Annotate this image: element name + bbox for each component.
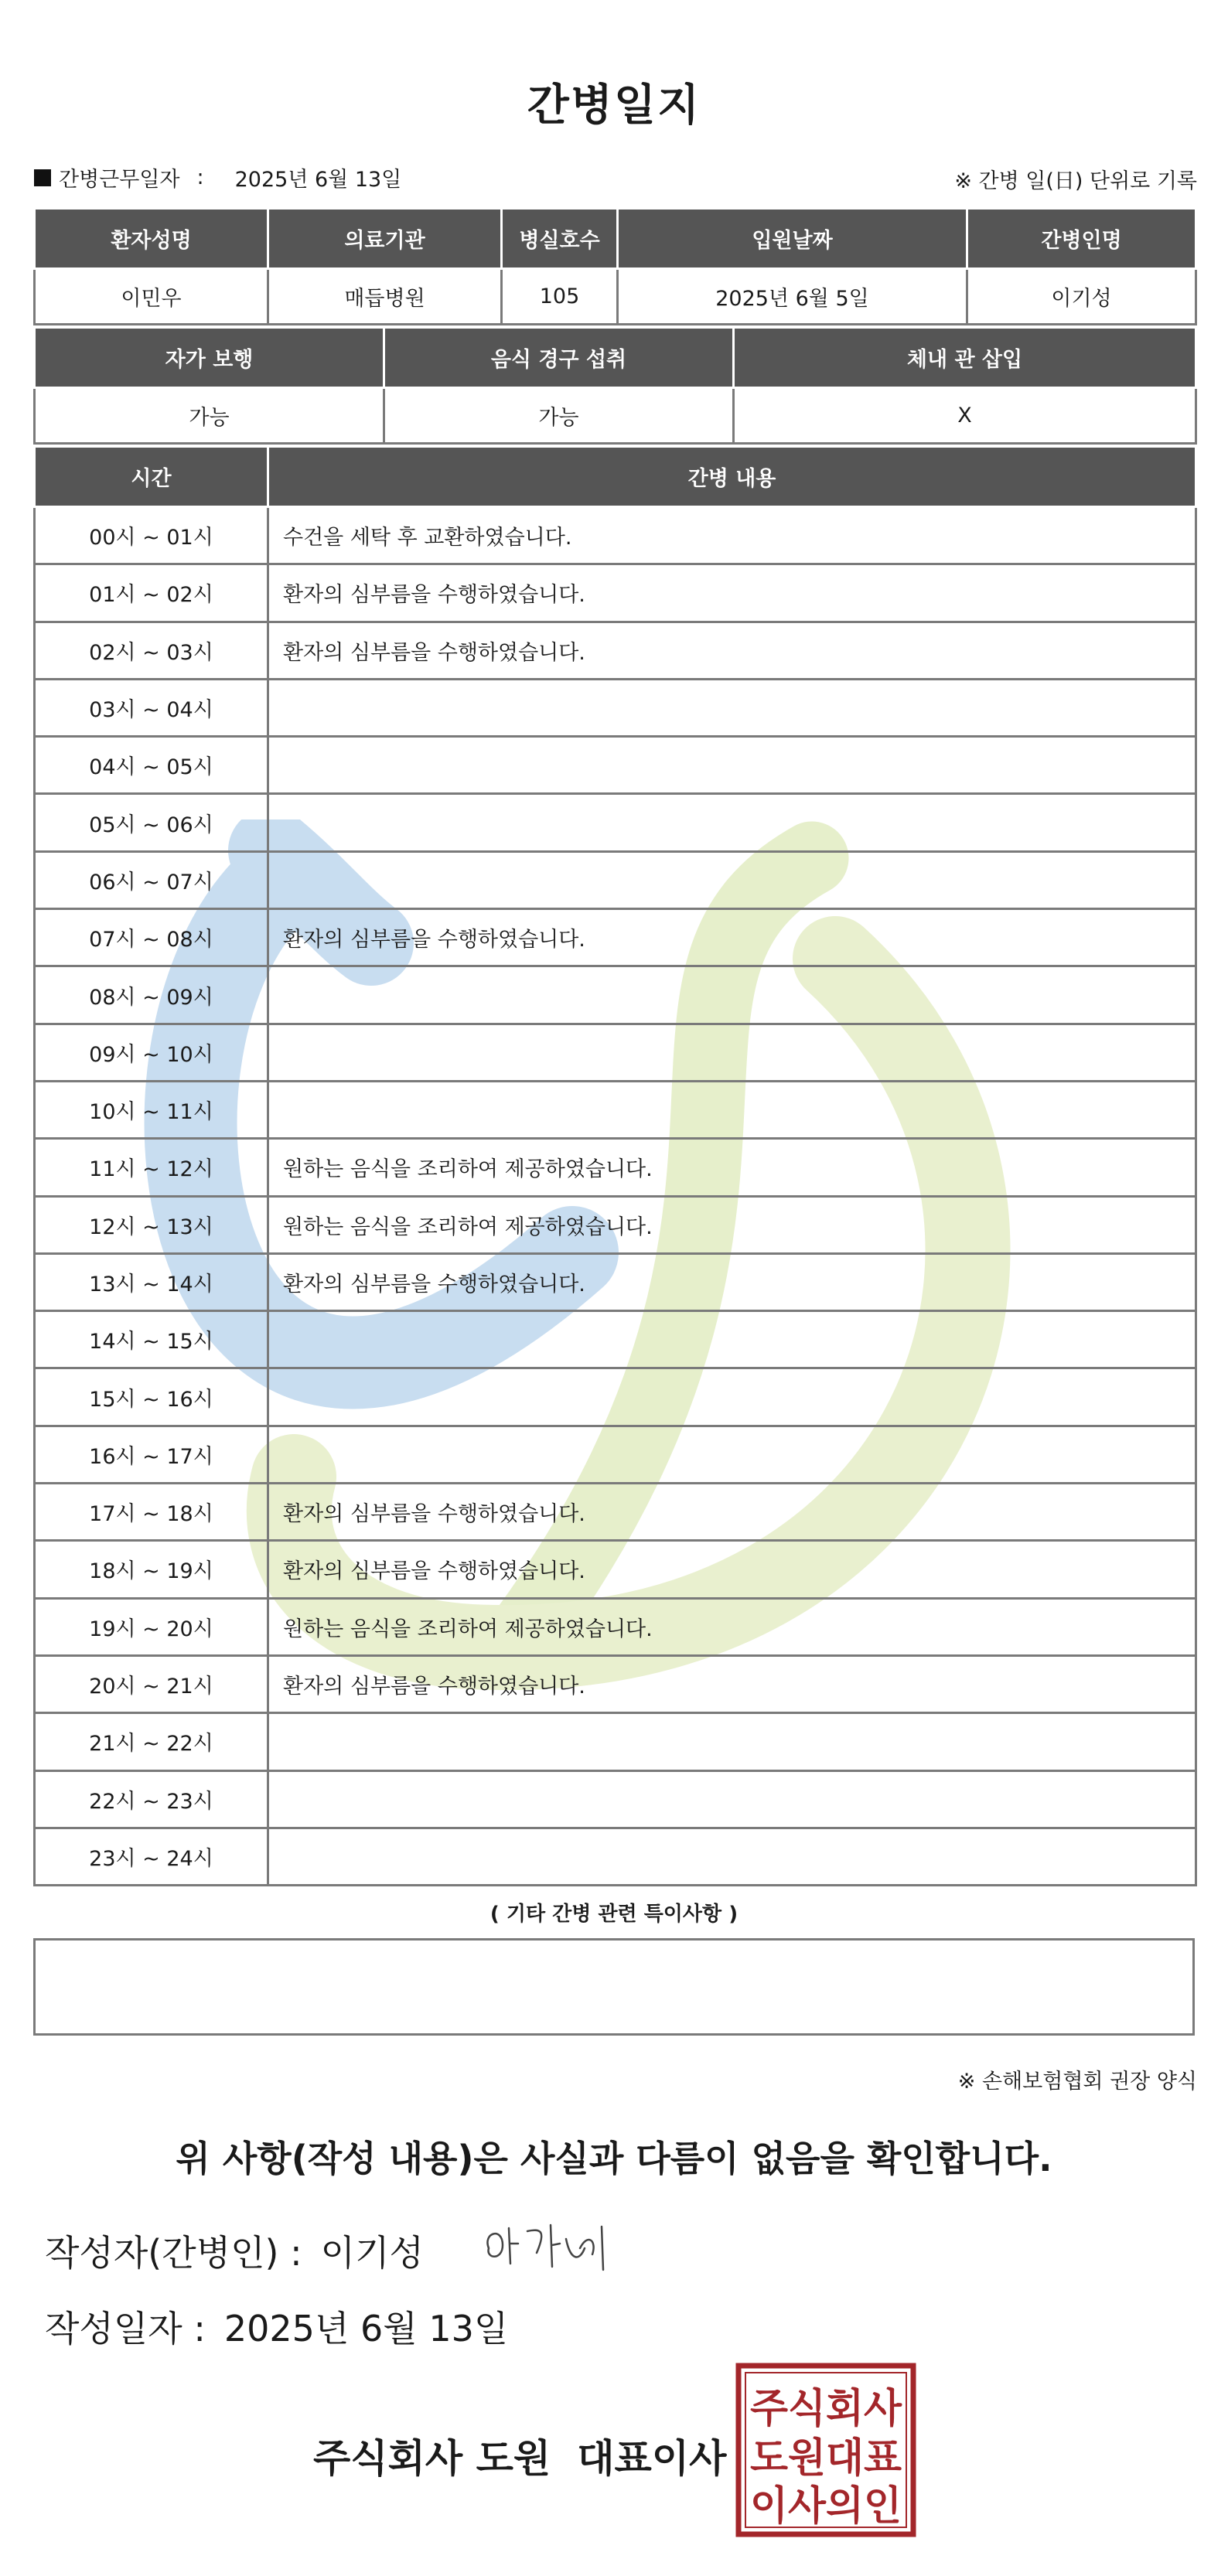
table-row <box>35 851 1196 908</box>
ability-header-row <box>35 328 1196 388</box>
time-slot: 14시 ~ 15시 <box>35 1311 268 1368</box>
time-slot: 12시 ~ 13시 <box>35 1196 268 1253</box>
table-row <box>35 909 1196 966</box>
admission-date: 2025년 6월 5일 <box>618 269 967 325</box>
table-row <box>35 1081 1196 1138</box>
time-slot: 01시 ~ 02시 <box>35 564 268 622</box>
company-representative: 대표이사 <box>577 2436 727 2481</box>
header-room-number: 병실호수 <box>502 209 618 269</box>
table-row <box>35 1311 1196 1368</box>
time-slot: 09시 ~ 10시 <box>35 1024 268 1081</box>
care-content-cell[interactable]: 환자의 심부름을 수행하였습니다. <box>268 909 1196 966</box>
page-title: 간병일지 <box>527 80 701 131</box>
care-content-cell[interactable]: 환자의 심부름을 수행하였습니다. <box>268 1253 1196 1310</box>
table-row <box>35 1713 1196 1770</box>
time-slot: 21시 ~ 22시 <box>35 1713 268 1770</box>
table-row <box>35 1770 1196 1828</box>
recommend-note: ※ 손해보험협회 권장 양식 <box>957 2070 1197 2094</box>
table-row <box>35 1598 1196 1655</box>
svg-text:주식회사: 주식회사 <box>750 2386 902 2432</box>
table-row <box>35 507 1196 564</box>
writer-name: 이기성 <box>320 2232 424 2274</box>
time-slot: 08시 ~ 09시 <box>35 966 268 1024</box>
care-content-cell[interactable] <box>268 1713 1196 1770</box>
table-row <box>35 1828 1196 1885</box>
time-slot: 05시 ~ 06시 <box>35 794 268 851</box>
time-slot: 18시 ~ 19시 <box>35 1541 268 1598</box>
care-content-cell[interactable]: 원하는 음식을 조리하여 제공하였습니다. <box>268 1196 1196 1253</box>
room-number: 105 <box>502 269 618 325</box>
care-content-cell[interactable] <box>268 1311 1196 1368</box>
special-notes-box[interactable] <box>33 1938 1195 2036</box>
table-row <box>35 1484 1196 1541</box>
company-name: 주식회사 도원 <box>313 2436 551 2481</box>
care-content-cell[interactable]: 원하는 음식을 조리하여 제공하였습니다. <box>268 1598 1196 1655</box>
table-row <box>35 1541 1196 1598</box>
table-row <box>35 1426 1196 1483</box>
time-slot: 03시 ~ 04시 <box>35 679 268 736</box>
care-content-cell[interactable] <box>268 679 1196 736</box>
care-content-cell[interactable] <box>268 1081 1196 1138</box>
header-hospital: 의료기관 <box>268 209 502 269</box>
time-slot: 02시 ~ 03시 <box>35 622 268 679</box>
svg-text:이사의인: 이사의인 <box>750 2483 902 2530</box>
written-date-value: 2025년 6월 13일 <box>223 2308 509 2349</box>
patient-info-header-row <box>35 209 1196 269</box>
patient-name: 이민우 <box>35 269 268 325</box>
patient-info-value-row <box>35 269 1196 325</box>
time-slot: 19시 ~ 20시 <box>35 1598 268 1655</box>
time-slot: 04시 ~ 05시 <box>35 737 268 794</box>
table-row <box>35 1196 1196 1253</box>
table-row <box>35 737 1196 794</box>
svg-text:도원대표: 도원대표 <box>750 2435 902 2482</box>
care-content-cell[interactable] <box>268 1024 1196 1081</box>
oral-intake-value: 가능 <box>384 388 734 444</box>
self-walking-value: 가능 <box>35 388 384 444</box>
care-log-body <box>35 507 1196 1886</box>
table-row <box>35 1024 1196 1081</box>
care-content-cell[interactable] <box>268 1368 1196 1426</box>
care-content-cell[interactable]: 환자의 심부름을 수행하였습니다. <box>268 1541 1196 1598</box>
header-time: 시간 <box>35 447 268 507</box>
time-slot: 17시 ~ 18시 <box>35 1484 268 1541</box>
care-content-cell[interactable] <box>268 851 1196 908</box>
ability-value-row <box>35 388 1196 444</box>
time-slot: 00시 ~ 01시 <box>35 507 268 564</box>
care-log-table <box>33 445 1197 1886</box>
bullet-square-icon <box>34 169 51 186</box>
header-patient-name: 환자성명 <box>35 209 268 269</box>
care-content-cell[interactable]: 수건을 세탁 후 교환하였습니다. <box>268 507 1196 564</box>
special-notes-title: ( 기타 간병 관련 특이사항 ) <box>489 1903 739 1926</box>
time-slot: 20시 ~ 21시 <box>35 1655 268 1712</box>
header-admission-date: 입원날짜 <box>618 209 967 269</box>
company-signoff <box>313 2428 726 2483</box>
care-content-cell[interactable]: 환자의 심부름을 수행하였습니다. <box>268 1655 1196 1712</box>
written-date-line <box>45 2301 508 2352</box>
table-row <box>35 622 1196 679</box>
time-slot: 22시 ~ 23시 <box>35 1770 268 1828</box>
table-row <box>35 794 1196 851</box>
work-date-value: 2025년 6월 13일 <box>234 168 402 192</box>
header-care-content: 간병 내용 <box>268 447 1196 507</box>
writer-line <box>45 2225 424 2276</box>
work-date <box>34 162 401 193</box>
time-slot: 23시 ~ 24시 <box>35 1828 268 1885</box>
header-tube-insertion: 체내 관 삽입 <box>734 328 1196 388</box>
writer-label: 작성자(간병인) : <box>45 2232 302 2274</box>
time-slot: 07시 ~ 08시 <box>35 909 268 966</box>
time-slot: 16시 ~ 17시 <box>35 1426 268 1483</box>
hospital-name: 매듭병원 <box>268 269 502 325</box>
table-row <box>35 1655 1196 1712</box>
care-content-cell[interactable] <box>268 794 1196 851</box>
work-date-label: 간병근무일자 <box>59 168 180 192</box>
care-content-cell[interactable]: 원하는 음식을 조리하여 제공하였습니다. <box>268 1139 1196 1196</box>
patient-info-table <box>33 207 1197 325</box>
tube-insertion-value: X <box>734 388 1196 444</box>
time-slot: 13시 ~ 14시 <box>35 1253 268 1310</box>
header-oral-intake: 음식 경구 섭취 <box>384 328 734 388</box>
table-row <box>35 564 1196 622</box>
time-slot: 10시 ~ 11시 <box>35 1081 268 1138</box>
table-row <box>35 1139 1196 1196</box>
care-content-cell[interactable] <box>268 737 1196 794</box>
company-seal-stamp <box>735 2362 917 2538</box>
care-content-cell[interactable]: 환자의 심부름을 수행하였습니다. <box>268 622 1196 679</box>
table-row <box>35 966 1196 1024</box>
daily-record-note: ※ 간병 일(日) 단위로 기록 <box>954 169 1197 193</box>
care-content-cell[interactable] <box>268 1828 1196 1885</box>
time-slot: 06시 ~ 07시 <box>35 851 268 908</box>
care-content-cell[interactable] <box>268 966 1196 1024</box>
care-content-cell[interactable]: 환자의 심부름을 수행하였습니다. <box>268 564 1196 622</box>
care-content-cell[interactable]: 환자의 심부름을 수행하였습니다. <box>268 1484 1196 1541</box>
time-slot: 15시 ~ 16시 <box>35 1368 268 1426</box>
table-row <box>35 1253 1196 1310</box>
caregiver-name: 이기성 <box>967 269 1196 325</box>
care-content-cell[interactable] <box>268 1770 1196 1828</box>
header-self-walking: 자가 보행 <box>35 328 384 388</box>
work-date-colon: : <box>196 165 204 189</box>
header-caregiver-name: 간병인명 <box>967 209 1196 269</box>
table-row <box>35 679 1196 736</box>
time-slot: 11시 ~ 12시 <box>35 1139 268 1196</box>
confirmation-statement: 위 사항(작성 내용)은 사실과 다름이 없음을 확인합니다. <box>176 2138 1052 2179</box>
written-date-label: 작성일자 : <box>45 2308 206 2349</box>
care-content-cell[interactable] <box>268 1426 1196 1483</box>
handwritten-signature <box>479 2217 611 2279</box>
care-log-header-row <box>35 447 1196 507</box>
table-row <box>35 1368 1196 1426</box>
patient-ability-table <box>33 326 1197 445</box>
